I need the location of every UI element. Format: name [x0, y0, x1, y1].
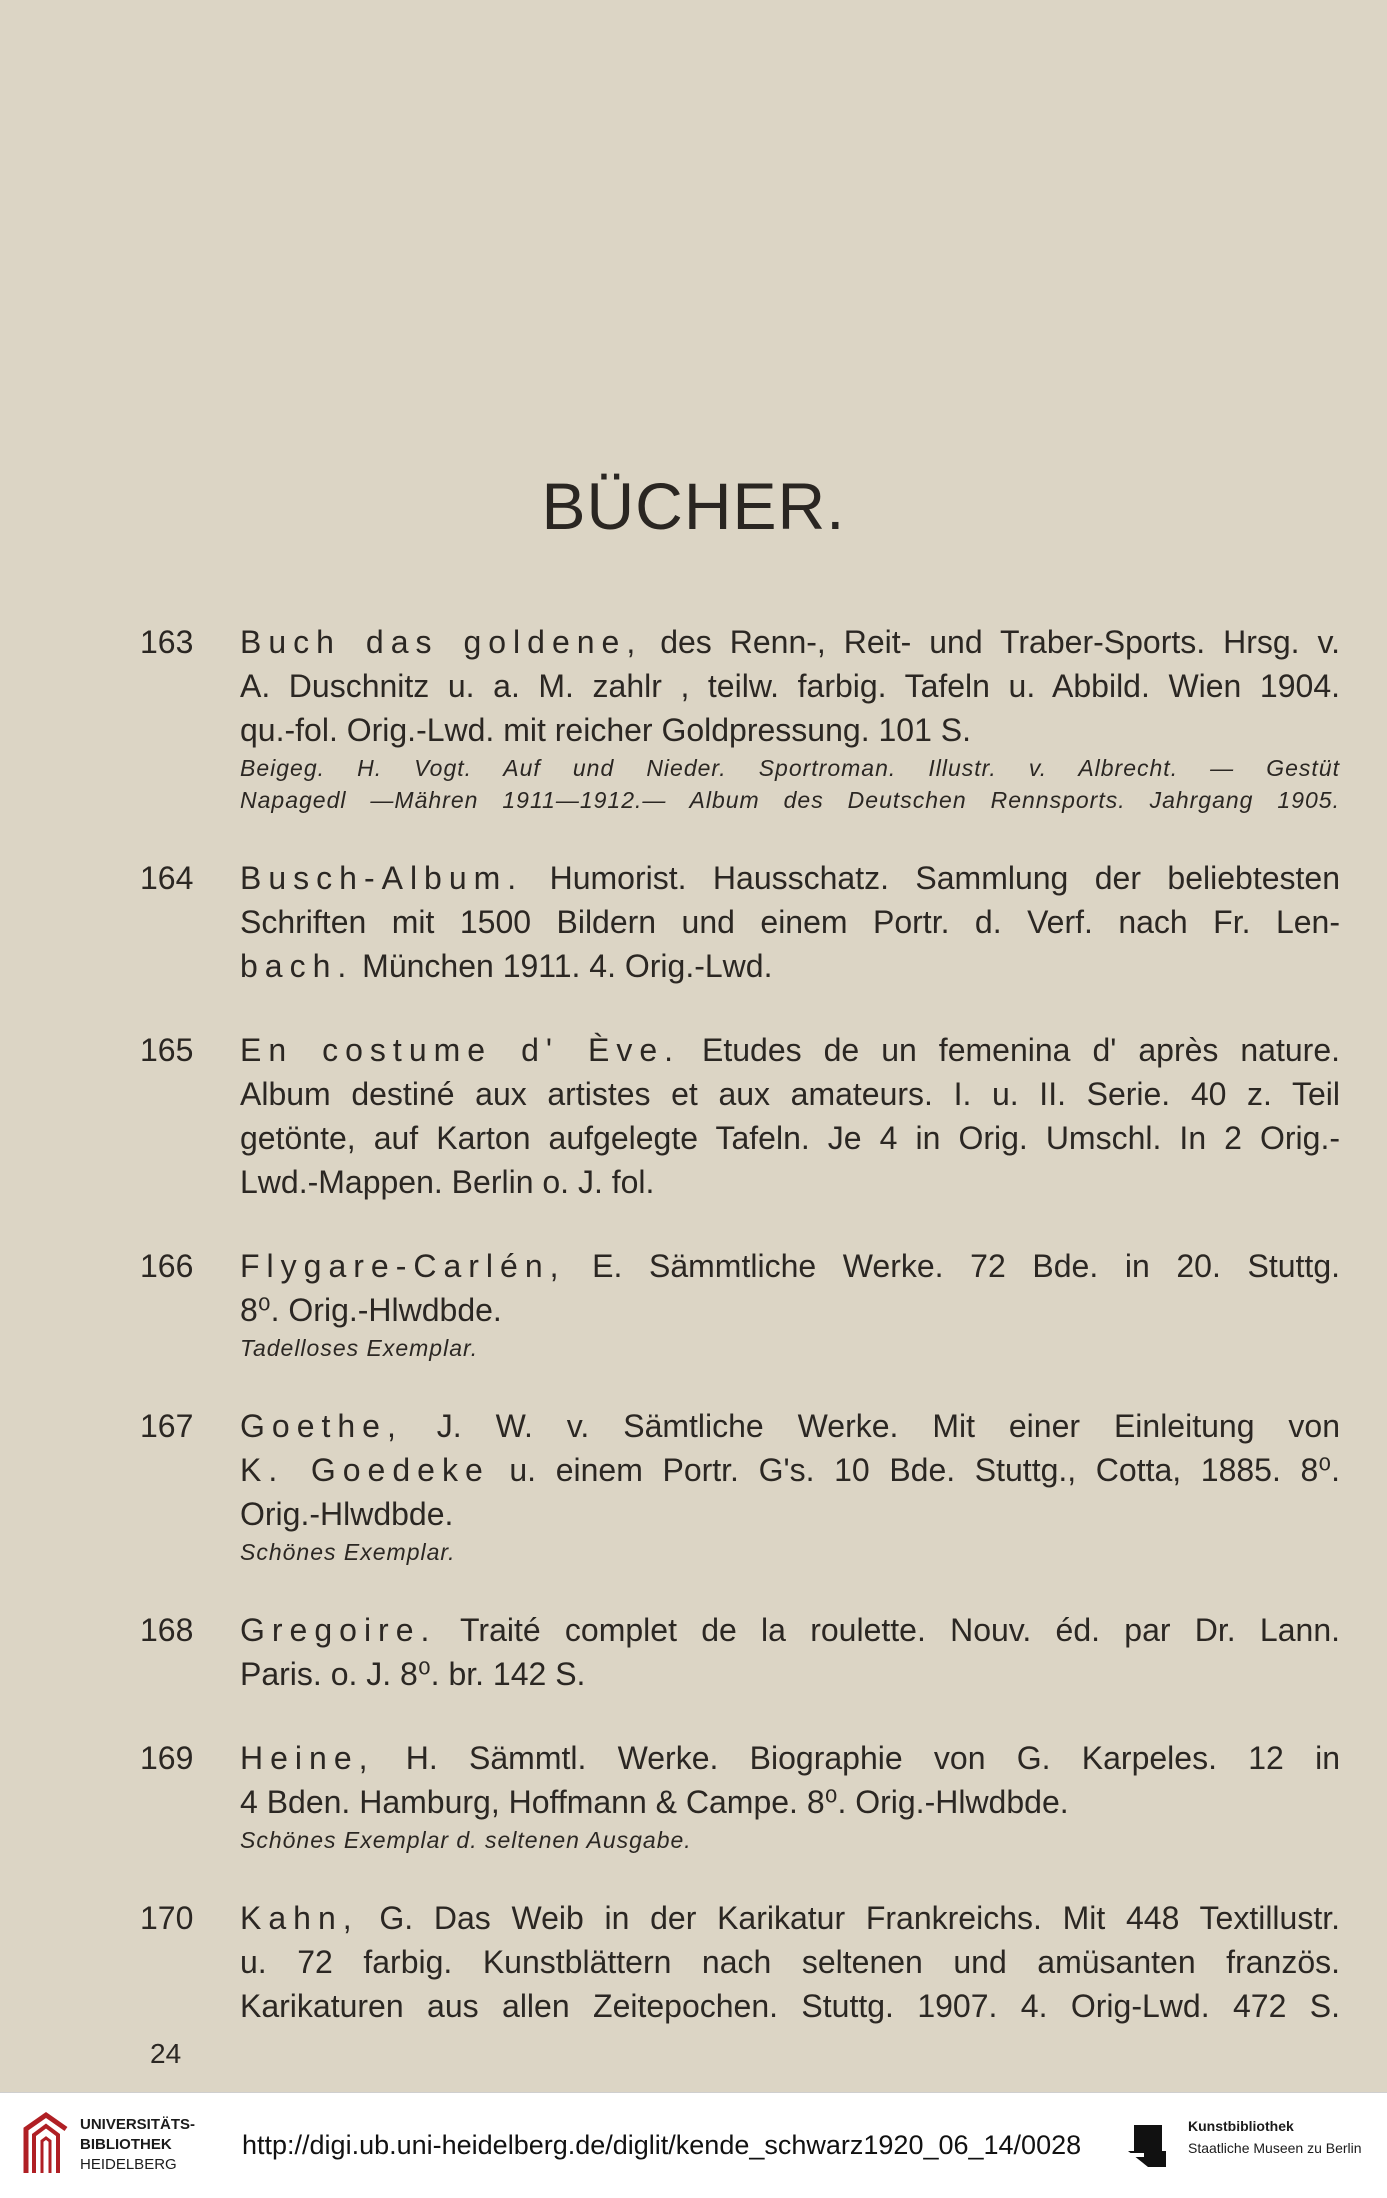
author-spaced: bach. [240, 948, 354, 984]
ub-line-1: UNIVERSITÄTS- [80, 2116, 196, 2133]
entry-line [240, 1288, 1340, 1332]
entry-line [240, 1780, 1340, 1824]
entry-text: getönte, auf Karton aufgelegte Tafeln. Je 4 in Orig. Umschl. In 2 Orig.- [240, 1120, 1340, 1156]
page-number: 24 [150, 2038, 182, 2069]
entry-line [240, 1492, 1340, 1536]
entry-text: Schriften mit 1500 Bildern und einem Portr. d. Verf. nach Fr. Len- [240, 904, 1340, 940]
kunstbibliothek-name [1188, 2115, 1362, 2159]
entry-text: Traité complet de la roulette. Nouv. éd. par Dr. Lann. [436, 1612, 1340, 1648]
entry-body [240, 1028, 1340, 1204]
catalog-entry [140, 856, 1340, 988]
author-spaced: Gregoire. [240, 1612, 437, 1648]
entry-line [240, 1160, 1340, 1204]
entry-line [240, 1448, 1340, 1492]
catalog-entry [140, 620, 1340, 816]
entry-number: 167 [140, 1408, 194, 1444]
entry-note: Schönes Exemplar d. seltenen Ausgabe. [240, 1827, 692, 1853]
permalink-url[interactable]: http://digi.ub.uni-heidelberg.de/diglit/kende_schwarz1920_06_14/0028 [242, 2130, 1082, 2160]
catalog-entry [140, 1896, 1340, 2028]
entry-text: 4 Bden. Hamburg, Hoffmann & Campe. 8⁰. Orig.-Hlwdbde. [240, 1784, 1069, 1820]
entry-line [240, 1608, 1340, 1652]
entry-note: Beigeg. H. Vogt. Auf und Nieder. Sportroman. Illustr. v. Albrecht. — Gestüt [240, 755, 1340, 781]
author-spaced: K. Goedeke [240, 1452, 490, 1488]
kb-line-2: Staatliche Museen zu Berlin [1188, 2140, 1362, 2156]
entry-text: E. Sämmtliche Werke. 72 Bde. in 20. Stuttg. [565, 1248, 1340, 1284]
author-spaced: Heine, [240, 1740, 375, 1776]
author-spaced: En costume d' Ève. [240, 1032, 681, 1068]
entry-line [240, 856, 1340, 900]
entry-text: 8⁰. Orig.-Hlwdbde. [240, 1292, 502, 1328]
catalog-entry [140, 1608, 1340, 1696]
entry-text: Lwd.-Mappen. Berlin o. J. fol. [240, 1164, 655, 1200]
entry-body [240, 620, 1340, 816]
entry-number: 163 [140, 624, 194, 660]
catalog-entry [140, 1404, 1340, 1568]
author-spaced: Kahn, [240, 1900, 359, 1936]
entry-line [240, 1940, 1340, 1984]
catalog-entry [140, 1244, 1340, 1364]
entry-text: Orig.-Hlwdbde. [240, 1496, 454, 1532]
catalog-entry [140, 1028, 1340, 1204]
author-spaced: Buch das goldene, [240, 624, 643, 660]
entry-line [240, 944, 1340, 988]
entry-body [240, 1896, 1340, 2028]
entry-text: München 1911. 4. Orig.-Lwd. [353, 948, 773, 984]
entry-text: u. 72 farbig. Kunstblättern nach seltenen und amüsanten französ. [240, 1944, 1340, 1980]
entry-body [240, 1608, 1340, 1696]
kunstbibliothek-logo-icon [1128, 2121, 1166, 2167]
entry-line [240, 1736, 1340, 1780]
entry-note: Napagedl —Mähren 1911—1912.— Album des Deutschen Rennsports. Jahrgang 1905. [240, 787, 1340, 813]
entry-number: 169 [140, 1740, 194, 1776]
entry-text: Humorist. Hausschatz. Sammlung der beliebtesten [523, 860, 1340, 896]
author-spaced: Flygare-Carlén, [240, 1248, 566, 1284]
entry-body [240, 856, 1340, 988]
catalog-entry [140, 1736, 1340, 1856]
entry-body [240, 1244, 1340, 1364]
entry-number: 166 [140, 1248, 194, 1284]
entry-text: Karikaturen aus allen Zeitepochen. Stuttg. 1907. 4. Orig-Lwd. 472 S. [240, 1988, 1340, 2024]
entry-text: J. W. v. Sämtliche Werke. Mit einer Einleitung von [402, 1408, 1340, 1444]
entry-line [240, 708, 1340, 752]
entry-line [240, 900, 1340, 944]
entry-line [240, 620, 1340, 664]
entry-line [240, 1404, 1340, 1448]
entry-line [240, 1072, 1340, 1116]
entry-line [240, 1896, 1340, 1940]
author-spaced: Goethe, [240, 1408, 403, 1444]
entry-text: A. Duschnitz u. a. M. zahlr , teilw. farbig. Tafeln u. Abbild. Wien 1904. [240, 668, 1340, 704]
entry-note: Tadelloses Exemplar. [240, 1335, 479, 1361]
entry-line [240, 1652, 1340, 1696]
entry-number: 165 [140, 1032, 194, 1068]
entry-note: Schönes Exemplar. [240, 1539, 456, 1565]
entry-text: u. einem Portr. G's. 10 Bde. Stuttg., Cotta, 1885. 8⁰. [489, 1452, 1341, 1488]
entry-text: des Renn-, Reit- und Traber-Sports. Hrsg. v. [642, 624, 1341, 660]
ub-line-3: HEIDELBERG [80, 2156, 177, 2173]
entry-number: 170 [140, 1900, 194, 1936]
entry-number: 168 [140, 1612, 194, 1648]
entry-text: G. Das Weib in der Karikatur Frankreichs. Mit 448 Textillustr. [358, 1900, 1340, 1936]
page-title: BÜCHER. [541, 469, 846, 543]
entry-line [240, 1244, 1340, 1288]
entry-line [240, 1028, 1340, 1072]
entry-line [240, 664, 1340, 708]
entry-line [240, 1984, 1340, 2028]
entry-text: qu.-fol. Orig.-Lwd. mit reicher Goldpressung. 101 S. [240, 712, 971, 748]
entry-text: Album destiné aux artistes et aux amateurs. I. u. II. Serie. 40 z. Teil [240, 1076, 1340, 1112]
university-library-logo-icon [22, 2111, 70, 2177]
entry-text: Paris. o. J. 8⁰. br. 142 S. [240, 1656, 586, 1692]
entry-number: 164 [140, 860, 194, 896]
ub-line-2: BIBLIOTHEK [80, 2136, 172, 2153]
kb-line-1: Kunstbibliothek [1188, 2118, 1294, 2134]
entry-line [240, 1116, 1340, 1160]
university-library-name [80, 2115, 195, 2175]
entry-body [240, 1404, 1340, 1568]
entry-text: H. Sämmtl. Werke. Biographie von G. Karpeles. 12 in [374, 1740, 1340, 1776]
author-spaced: Busch-Album. [240, 860, 524, 896]
catalog-entries [140, 620, 1340, 2068]
entry-body [240, 1736, 1340, 1856]
entry-text: Etudes de un femenina d' après nature. [680, 1032, 1341, 1068]
footer-bar [0, 2092, 1387, 2198]
